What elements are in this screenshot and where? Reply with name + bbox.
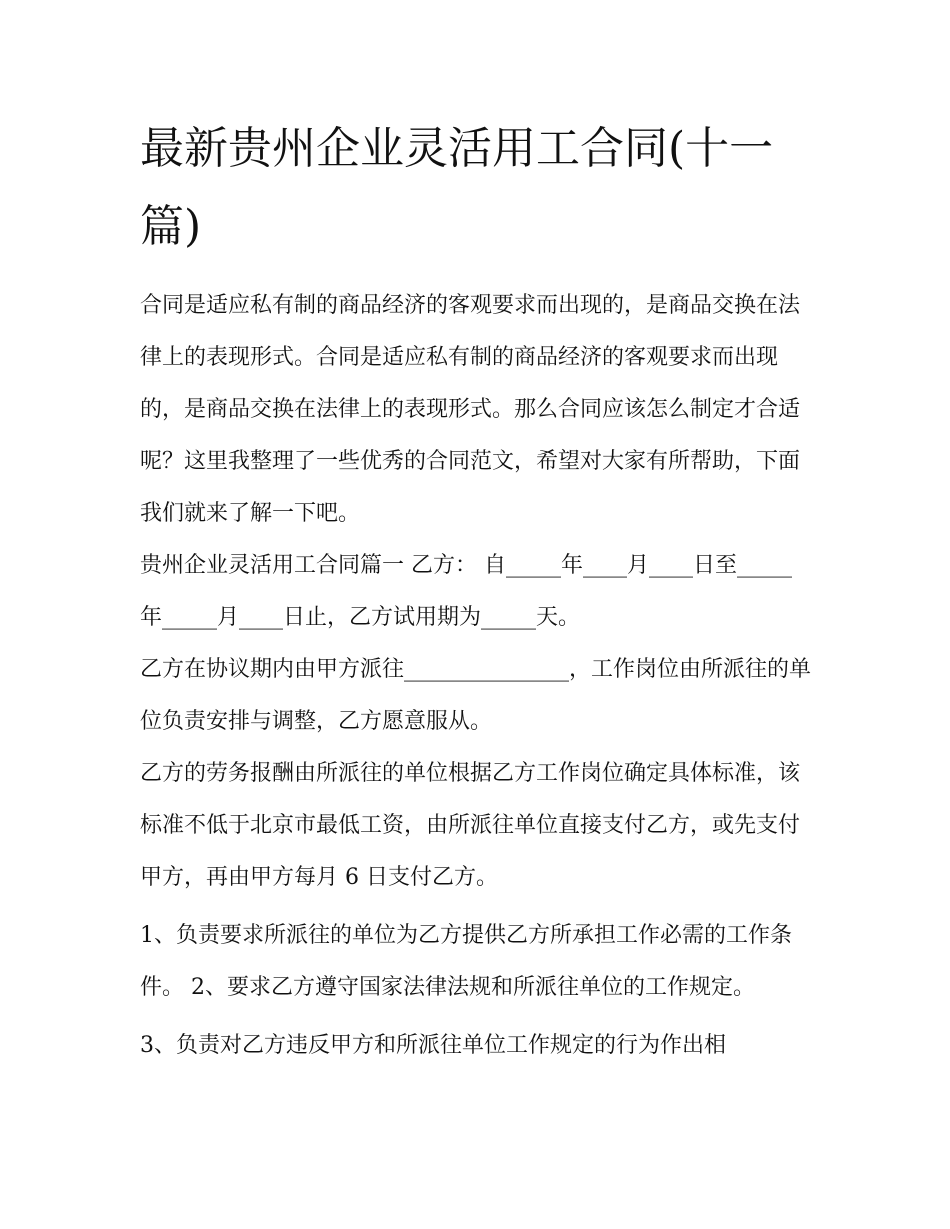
document-page	[140, 110, 812, 1072]
intro-paragraph: 合同是适应私有制的商品经济的客观要求而出现的，是商品交换在法律上的表现形式。合同是适应私有制的商品经济的客观要求而出现的，是商品交换在法律上的表现形式。那么合同应该怎么制定才合适呢？这里我整理了一些优秀的合同范文，希望对大家有所帮助，下面我们就来了解一下吧。	[140, 293, 801, 526]
assignment-paragraph: 乙方在协议期内由甲方派往_______________，工作岗位由所派往的单位负责安排与调整，乙方愿意服从。	[140, 657, 812, 734]
spacer	[140, 266, 812, 280]
remuneration-paragraph: 乙方的劳务报酬由所派往的单位根据乙方工作岗位确定具体标准，该标准不低于北京市最低工资，由所派往单位直接支付乙方，或先支付甲方，再由甲方每月 6 日支付乙方。	[140, 761, 801, 890]
clause-3-paragraph: 3、负责对乙方违反甲方和所派往单位工作规定的行为作出相	[140, 1033, 726, 1058]
contract-term-paragraph: 贵州企业灵活用工合同篇一 乙方： 自_____年____月____日至_____年_____月____日止，乙方试用期为_____天。	[140, 553, 792, 630]
document-title: 最新贵州企业灵活用工合同(十一篇)	[140, 123, 774, 252]
clause-1-2-paragraph: 1、负责要求所派往的单位为乙方提供乙方所承担工作必需的工作条件。 2、要求乙方遵守国家法律法规和所派往单位的工作规定。	[140, 923, 792, 1000]
